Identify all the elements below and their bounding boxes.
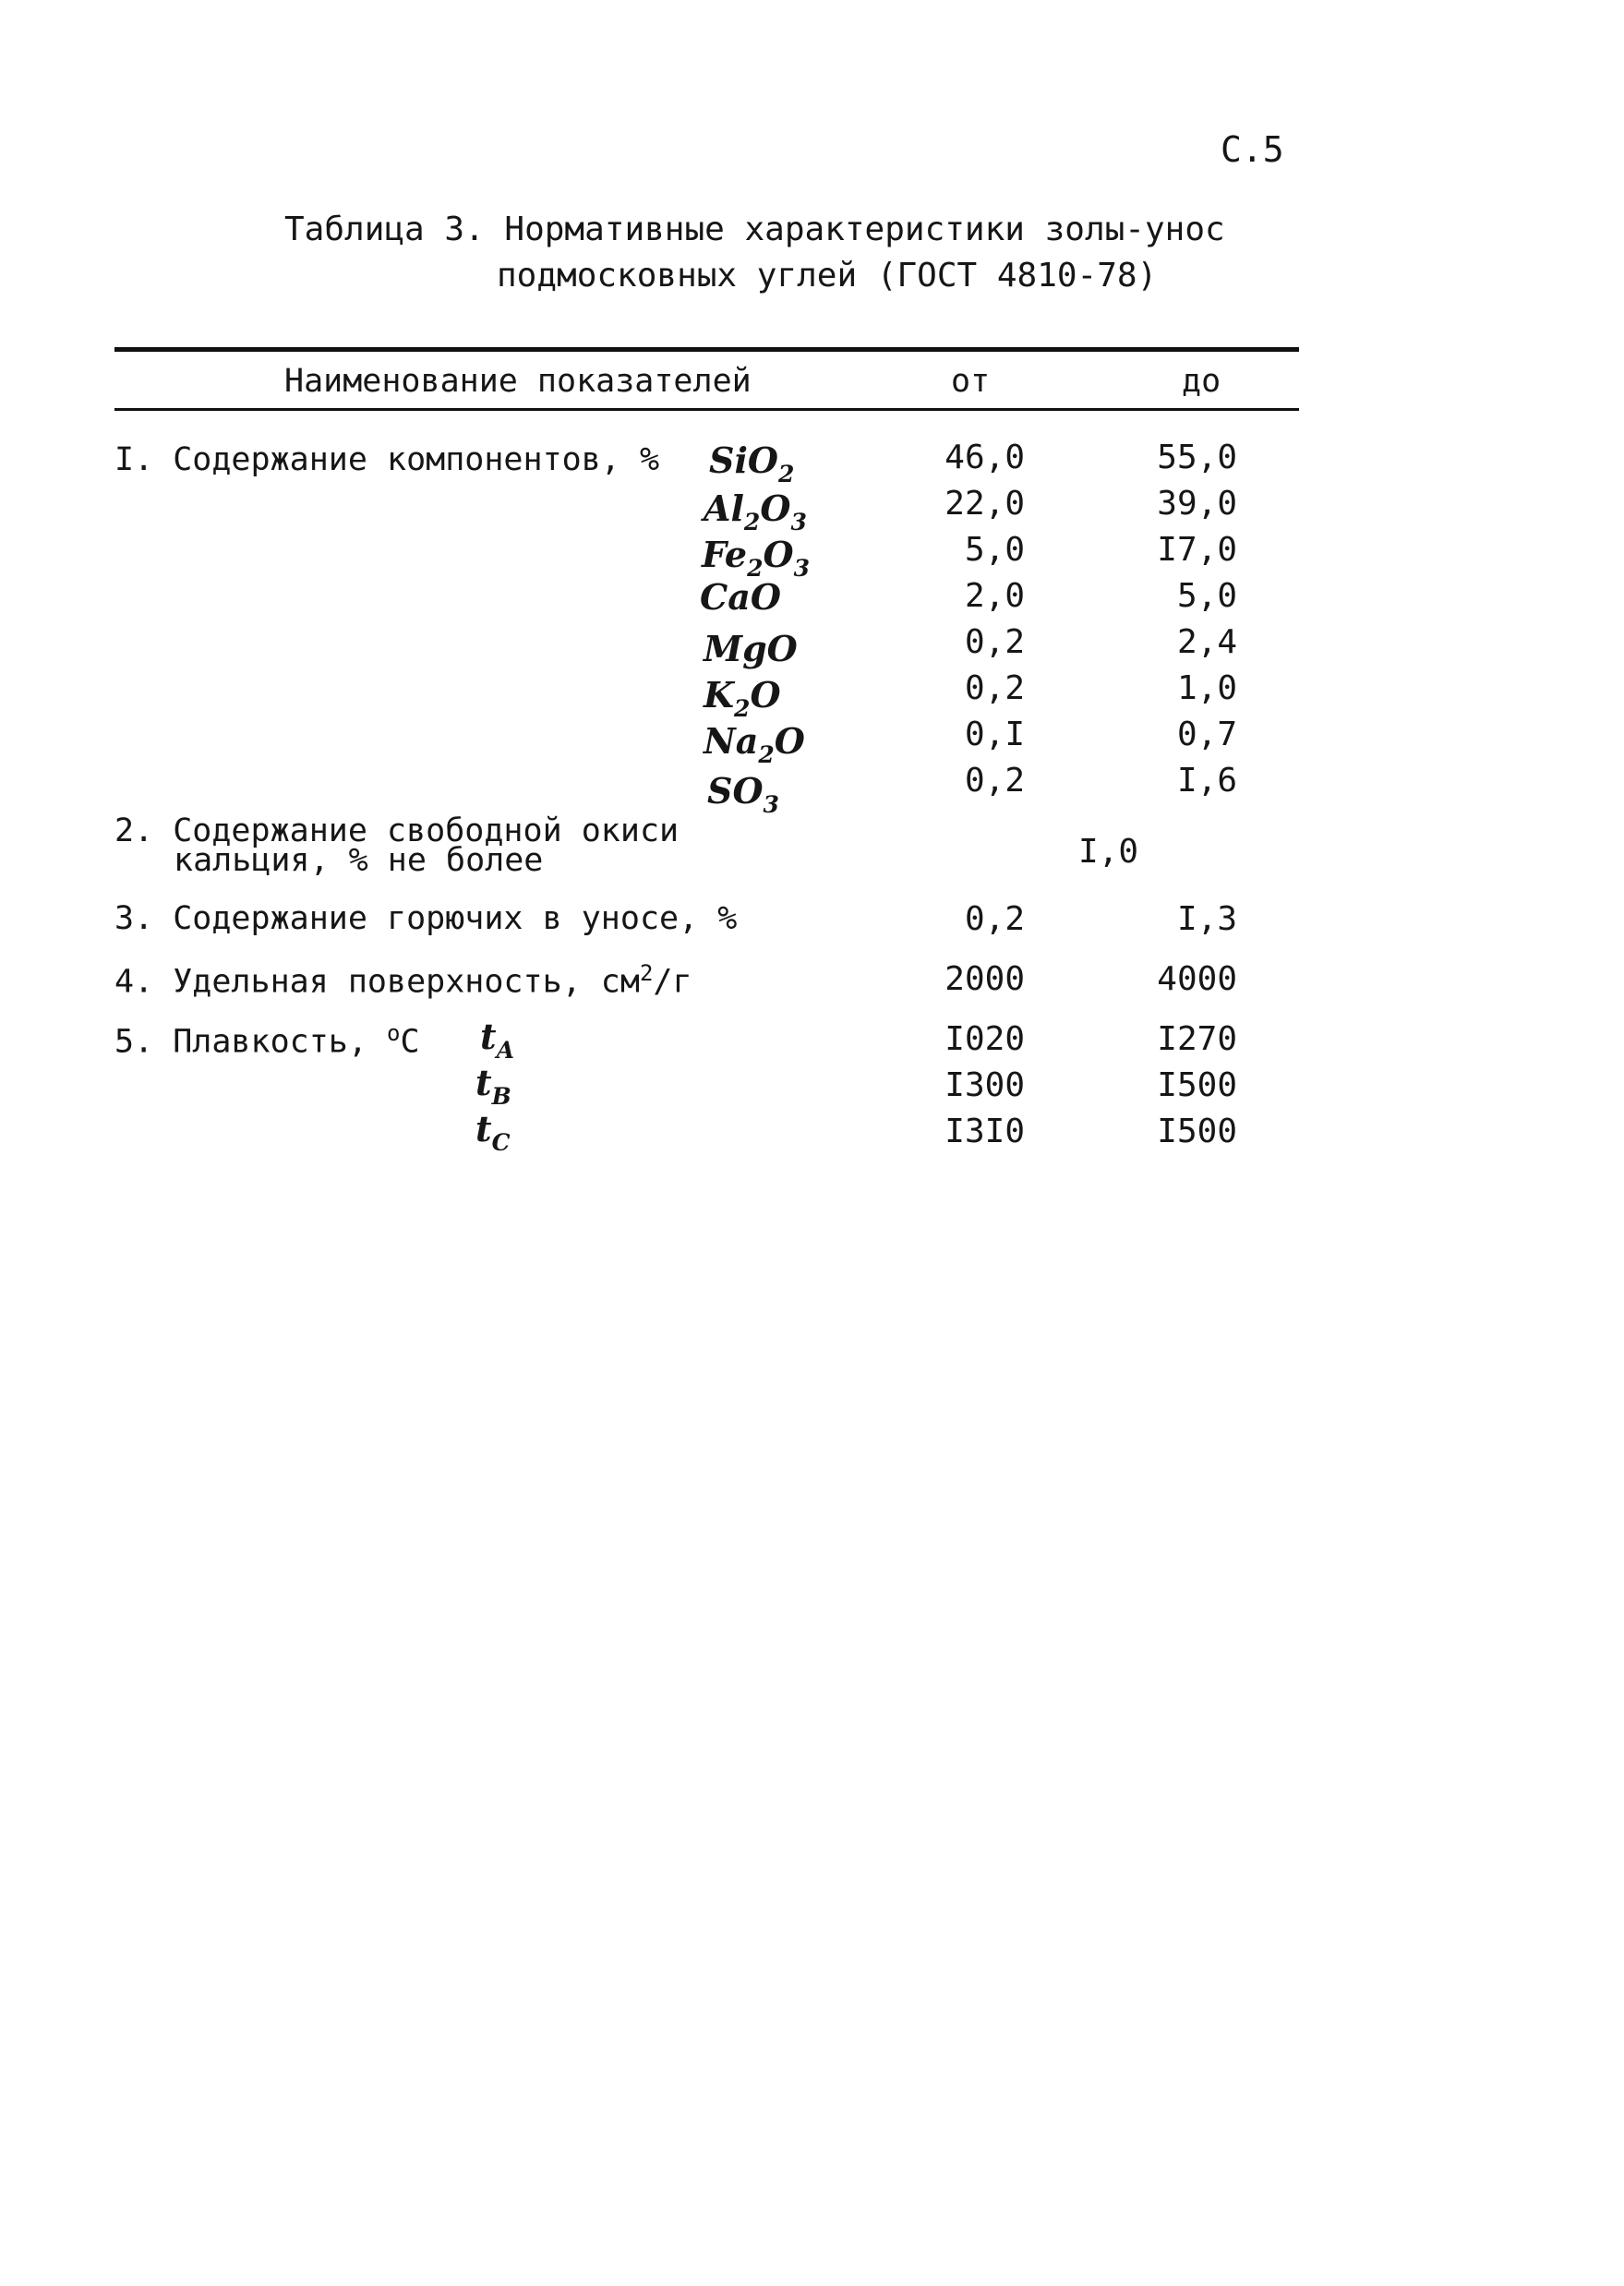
value-al2o3-to: 39,0 [1157, 485, 1237, 523]
formula-so3: $SO_3$ [707, 770, 779, 818]
value-sio2-from: 46,0 [944, 439, 1025, 476]
header-from-column: от [951, 363, 991, 400]
table-title-line2: подмосковных углей (ГОСТ 4810-78) [497, 257, 1158, 295]
value-cao-from: 2,0 [964, 577, 1025, 615]
value-mgo-from: 0,2 [964, 623, 1025, 661]
value-k2o-to: 1,0 [1176, 669, 1237, 707]
temp-tb-from: I300 [944, 1066, 1025, 1104]
temp-tc-to: I500 [1157, 1113, 1237, 1150]
value-so3-from: 0,2 [964, 762, 1025, 800]
row3-to: I,3 [1176, 900, 1237, 938]
temp-tc-from: I3I0 [944, 1113, 1025, 1150]
formula-fe2o3: $Fe_2O_3$ [702, 534, 810, 582]
header-to-column: до [1182, 363, 1221, 400]
header-top-rule [114, 347, 1299, 352]
value-cao-to: 5,0 [1176, 577, 1237, 615]
row2-label-line1: 2. Содержание свободной окиси [114, 812, 680, 849]
formula-na2o: $Na_2O$ [704, 720, 805, 768]
row4-label: 4. Удельная поверхность, $см^2/г$ [114, 960, 692, 1001]
value-fe2o3-to: I7,0 [1157, 531, 1237, 569]
temp-tc: $t_C$ [475, 1108, 511, 1156]
value-so3-to: I,6 [1176, 762, 1237, 800]
page-number: С.5 [1221, 129, 1284, 170]
value-al2o3-from: 22,0 [944, 485, 1025, 523]
formula-al2o3: $Al_2O_3$ [704, 487, 807, 535]
temp-ta: $t_A$ [480, 1016, 514, 1064]
row4-to: 4000 [1157, 960, 1237, 998]
row1-label: I. Содержание компонентов, % [114, 441, 660, 478]
formula-sio2: SiO$_2$ [709, 439, 795, 487]
formula-k2o: $K_2O$ [704, 674, 781, 722]
value-sio2-to: 55,0 [1157, 439, 1237, 476]
row5-label: 5. Плавкость, $^о$С [114, 1020, 420, 1061]
row2-label-line2: кальция, % не более [174, 842, 544, 879]
value-k2o-from: 0,2 [964, 669, 1025, 707]
row2-value: I,0 [1078, 833, 1139, 871]
temp-ta-to: I270 [1157, 1020, 1237, 1058]
formula-cao: CaO [700, 576, 781, 618]
value-na2o-from: 0,I [964, 716, 1025, 753]
row3-from: 0,2 [964, 900, 1025, 938]
header-name-column: Наименование показателей [284, 363, 752, 400]
value-mgo-to: 2,4 [1176, 623, 1237, 661]
temp-ta-from: I020 [944, 1020, 1025, 1058]
value-na2o-to: 0,7 [1176, 716, 1237, 753]
formula-mgo: MgO [704, 628, 798, 669]
table-title-line1: Таблица 3. Нормативные характеристики золы-унос [284, 211, 1225, 248]
row4-from: 2000 [944, 960, 1025, 998]
value-fe2o3-from: 5,0 [964, 531, 1025, 569]
row3-label: 3. Содержание горючих в уносе, % [114, 900, 738, 937]
temp-tb-to: I500 [1157, 1066, 1237, 1104]
temp-tb: $t_B$ [475, 1062, 511, 1110]
header-bottom-rule [114, 408, 1299, 411]
